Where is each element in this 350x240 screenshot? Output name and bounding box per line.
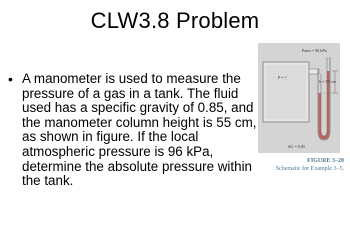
gas-tank-inner xyxy=(266,65,306,119)
specific-gravity-label: SG = 0.85 xyxy=(288,144,306,149)
manometer-diagram xyxy=(258,43,340,157)
slide-title: CLW3.8 Problem xyxy=(90,8,260,33)
figure-caption xyxy=(260,157,344,173)
pressure-label: P = ? xyxy=(278,75,287,80)
bullet-dot: • xyxy=(8,71,13,87)
connector-pipe xyxy=(309,69,319,74)
patm-label: Patm = 96 kPa xyxy=(302,48,327,53)
problem-statement: A manometer is used to measure the pressure of a gas in a tank. The fluid used has a specific gravity of 0.85, and the manometer column height is 55 cm, as shown in figure. If the local atmospheric pressure is 96 kPa, determine the absolute pressure within the tank. xyxy=(22,71,257,189)
figure-description: Schematic for Example 3–5. xyxy=(275,166,344,172)
figure-number: FIGURE 3–20 xyxy=(307,158,344,164)
height-label: h = 55 cm xyxy=(319,79,336,84)
bullet-item xyxy=(8,72,260,189)
